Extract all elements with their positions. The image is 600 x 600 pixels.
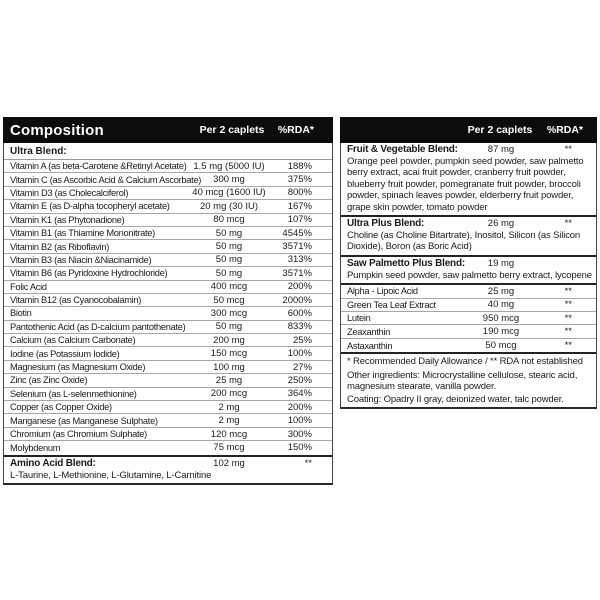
- composition-title: Composition: [10, 121, 104, 139]
- fruit-vegetable-blend-ingredients: Orange peel powder, pumpkin seed powder, saw palmetto berry extract, acai fruit powder, cranberry fruit powder, blueberry fruit powder, pomegranate fruit powder, broccoli powder, spinach leaves powder, elderberry fruit powder, grape skin powder, tomato powder: [347, 156, 584, 213]
- ingredient-amount: 190 mcg: [482, 326, 520, 338]
- ingredient-name: Vitamin B1 (as Thiamine Mononitrate): [10, 228, 155, 239]
- blend-rda: **: [564, 144, 572, 155]
- ultra-plus-blend-row: [341, 217, 596, 230]
- ingredient-rda: 4545%: [282, 227, 312, 239]
- ingredient-name: Lutein: [347, 313, 371, 324]
- ingredient-rda: 188%: [287, 160, 312, 172]
- ingredient-rda: 200%: [287, 281, 312, 293]
- ingredient-rda: 364%: [287, 388, 312, 400]
- ingredient-amount: 150 mcg: [210, 348, 248, 360]
- ingredient-amount: 50 mg: [215, 254, 243, 266]
- table-row: [4, 187, 332, 200]
- ingredient-rda: 27%: [292, 361, 312, 373]
- blend-amount: 26 mg: [487, 218, 515, 230]
- ingredient-name: Chromium (as Chromium Sulphate): [10, 429, 147, 439]
- composition-table-right: [340, 117, 597, 409]
- amino-acid-blend-row: [4, 457, 332, 470]
- ingredient-amount: 50 mcg: [485, 340, 517, 351]
- ingredient-amount: 50 mg: [215, 227, 243, 239]
- extra-ingredient-rows: [341, 285, 596, 352]
- table-row: [4, 281, 332, 294]
- ingredient-amount: 200 mcg: [210, 388, 248, 400]
- ingredient-name: Calcium (as Calcium Carbonate): [10, 335, 136, 346]
- ingredient-amount: 40 mcg (1600 IU): [192, 187, 266, 199]
- ingredient-rda: 375%: [287, 174, 312, 186]
- ingredient-rda: 100%: [287, 348, 312, 360]
- saw-palmetto-plus-blend-row: [341, 257, 596, 270]
- ingredient-rda: 2000%: [282, 294, 312, 306]
- table-row: [4, 441, 332, 454]
- ingredient-name: Magnesium (as Magnesium Oxide): [10, 362, 146, 373]
- ingredient-rda: 600%: [287, 307, 312, 319]
- left-table-body: [3, 143, 333, 485]
- ingredient-name: Copper (as Copper Oxide): [10, 402, 112, 413]
- composition-table-left: [3, 117, 333, 485]
- ultra-blend-heading: Ultra Blend:: [4, 143, 332, 160]
- table-row: [4, 227, 332, 240]
- blend-rda: **: [304, 457, 312, 469]
- table-row: [4, 294, 332, 307]
- ingredient-rda: 150%: [287, 442, 312, 454]
- ingredient-amount: 25 mg: [487, 285, 515, 297]
- ingredient-amount: 100 mg: [213, 361, 245, 373]
- blend-name: Fruit & Vegetable Blend:: [347, 144, 458, 155]
- ingredient-name: Zeaxanthin: [347, 326, 390, 337]
- table-row: [4, 414, 332, 427]
- ingredient-amount: 50 mcg: [213, 294, 245, 306]
- ingredient-rda: 25%: [292, 334, 312, 346]
- ingredient-name: Iodine (as Potassium Iodide): [10, 348, 120, 359]
- ingredient-rda: 167%: [287, 200, 312, 212]
- ingredient-amount: 25 mg: [215, 374, 243, 386]
- ingredient-amount: 400 mcg: [210, 281, 248, 293]
- ingredient-rda: 3571%: [282, 267, 312, 279]
- ingredient-amount: 40 mg: [487, 299, 515, 311]
- ingredient-name: Vitamin B6 (as Pyridoxine Hydrochloride): [10, 268, 168, 279]
- table-row: [341, 325, 596, 338]
- ingredient-amount: 50 mg: [215, 267, 243, 279]
- ingredient-name: Molybdenum: [10, 442, 61, 453]
- table-row: [4, 267, 332, 280]
- table-row: [4, 334, 332, 347]
- table-row: [4, 160, 332, 173]
- ingredient-amount: 50 mg: [215, 241, 243, 253]
- amino-acid-blend-ingredients: L-Taurine, L-Methionine, L-Glutamine, L-Carnitine: [10, 469, 212, 481]
- ingredient-rda: **: [564, 312, 572, 324]
- ingredient-rda: 313%: [287, 254, 312, 266]
- ingredient-amount: 2 mg: [218, 401, 240, 413]
- table-row: [341, 339, 596, 352]
- table-row: [4, 254, 332, 267]
- ingredient-name: Vitamin E (as D-alpha tocopheryl acetate): [10, 201, 170, 212]
- ingredient-rda: 100%: [287, 415, 312, 427]
- ingredient-rda: **: [564, 326, 572, 338]
- blend-name: Amino Acid Blend:: [10, 457, 96, 469]
- table-row: [341, 285, 596, 298]
- ingredient-amount: 20 mg (30 IU): [199, 200, 259, 212]
- ingredient-name: Alpha - Lipoic Acid: [347, 286, 418, 297]
- table-row: [4, 388, 332, 401]
- ingredient-amount: 1.5 mg (5000 IU): [193, 160, 265, 172]
- ingredient-name: Biotin: [10, 308, 32, 319]
- ingredient-name: Selenium (as L-selenmethionine): [10, 388, 137, 399]
- table-row: [4, 214, 332, 227]
- ingredient-amount: 950 mcg: [482, 312, 520, 324]
- ingredient-rda: **: [564, 285, 572, 297]
- ingredient-rda: 300%: [287, 428, 312, 440]
- blend-name: Saw Palmetto Plus Blend:: [347, 257, 466, 269]
- table-row: [4, 361, 332, 374]
- ingredient-name: Vitamin D3 (as Cholecalciferol): [10, 187, 129, 198]
- saw-palmetto-plus-blend-ingredients: Pumpkin seed powder, saw palmetto berry extract, lycopene: [347, 269, 592, 281]
- blend-name: Ultra Plus Blend:: [347, 218, 425, 230]
- ingredient-rda: 800%: [287, 187, 312, 199]
- ingredient-rda: 200%: [287, 401, 312, 413]
- ultra-plus-blend-ingredients: Choline (as Choline Bitartrate), Inositol, Silicon (as Silicon Dioxide), Boron (as Boric Acid): [347, 230, 581, 253]
- right-amount-column-header: Per 2 caplets: [467, 124, 533, 136]
- rda-footnote: * Recommended Daily Allowance / ** RDA not established: [347, 356, 583, 368]
- table-row: [341, 312, 596, 325]
- ingredient-amount: 300 mg: [213, 174, 245, 186]
- ingredient-name: Pantothenic Acid (as D-calcium pantothenate): [10, 321, 186, 332]
- blend-amount: 102 mg: [213, 457, 245, 469]
- table-row: [4, 321, 332, 334]
- ingredient-name: Vitamin C (as Ascorbic Acid & Calcium Ascorbate): [10, 174, 202, 185]
- ingredient-amount: 200 mg: [213, 334, 245, 346]
- ingredient-amount: 80 mcg: [213, 214, 245, 226]
- ingredient-name: Folic Acid: [10, 281, 47, 292]
- table-row: [4, 307, 332, 320]
- left-table-header: [3, 117, 333, 143]
- ingredient-amount: 2 mg: [218, 415, 240, 427]
- table-row: [341, 299, 596, 312]
- ingredient-name: Astaxanthin: [347, 340, 393, 351]
- table-row: [4, 347, 332, 360]
- right-table-header: [340, 117, 597, 143]
- other-ingredients-note: Other ingredients: Microcrystalline cellulose, stearic acid, magnesium stearate, vanilla powder.: [347, 369, 578, 392]
- ingredient-name: Green Tea Leaf Extract: [347, 299, 436, 310]
- ingredient-rda: **: [564, 299, 572, 311]
- left-rda-column-header: %RDA*: [277, 124, 314, 136]
- right-rda-column-header: %RDA*: [546, 124, 583, 136]
- ingredient-name: Vitamin A (as beta-Carotene &Retinyl Acetate): [10, 161, 187, 172]
- ingredient-rda: 250%: [287, 374, 312, 386]
- ingredient-rda: 107%: [287, 214, 312, 226]
- blend-amount: 19 mg: [487, 257, 515, 269]
- right-table-body: [340, 143, 597, 409]
- ingredient-amount: 300 mcg: [210, 307, 248, 319]
- ingredient-name: Vitamin B12 (as Cyanocobalamin): [10, 295, 142, 306]
- left-amount-column-header: Per 2 caplets: [199, 124, 265, 136]
- ingredient-amount: 120 mcg: [210, 428, 248, 440]
- table-row: [4, 200, 332, 213]
- table-row: [4, 374, 332, 387]
- ingredient-name: Vitamin K1 (as Phytonadione): [10, 214, 125, 225]
- ingredient-rda: 3571%: [282, 241, 312, 253]
- blend-rda: **: [564, 218, 572, 230]
- ingredient-rda: **: [564, 340, 572, 351]
- ingredient-amount: 75 mcg: [213, 442, 245, 454]
- blend-amount: 87 mg: [487, 144, 515, 155]
- ingredient-rda: 833%: [287, 321, 312, 333]
- ultra-blend-rows: [4, 160, 332, 455]
- table-row: [4, 428, 332, 441]
- fruit-vegetable-blend-row: [341, 143, 596, 156]
- ingredient-amount: 50 mg: [215, 321, 243, 333]
- table-row: [4, 240, 332, 253]
- ingredient-name: Vitamin B2 (as Riboflavin): [10, 241, 109, 252]
- ingredient-name: Zinc (as Zinc Oxide): [10, 375, 88, 386]
- ingredient-name: Manganese (as Manganese Sulphate): [10, 415, 158, 426]
- table-row: [4, 401, 332, 414]
- table-row: [4, 173, 332, 186]
- ingredient-name: Vitamin B3 (as Niacin &Niacinamide): [10, 254, 152, 265]
- coating-note: Coating: Opadry II gray, deionized water, talc powder.: [347, 394, 564, 406]
